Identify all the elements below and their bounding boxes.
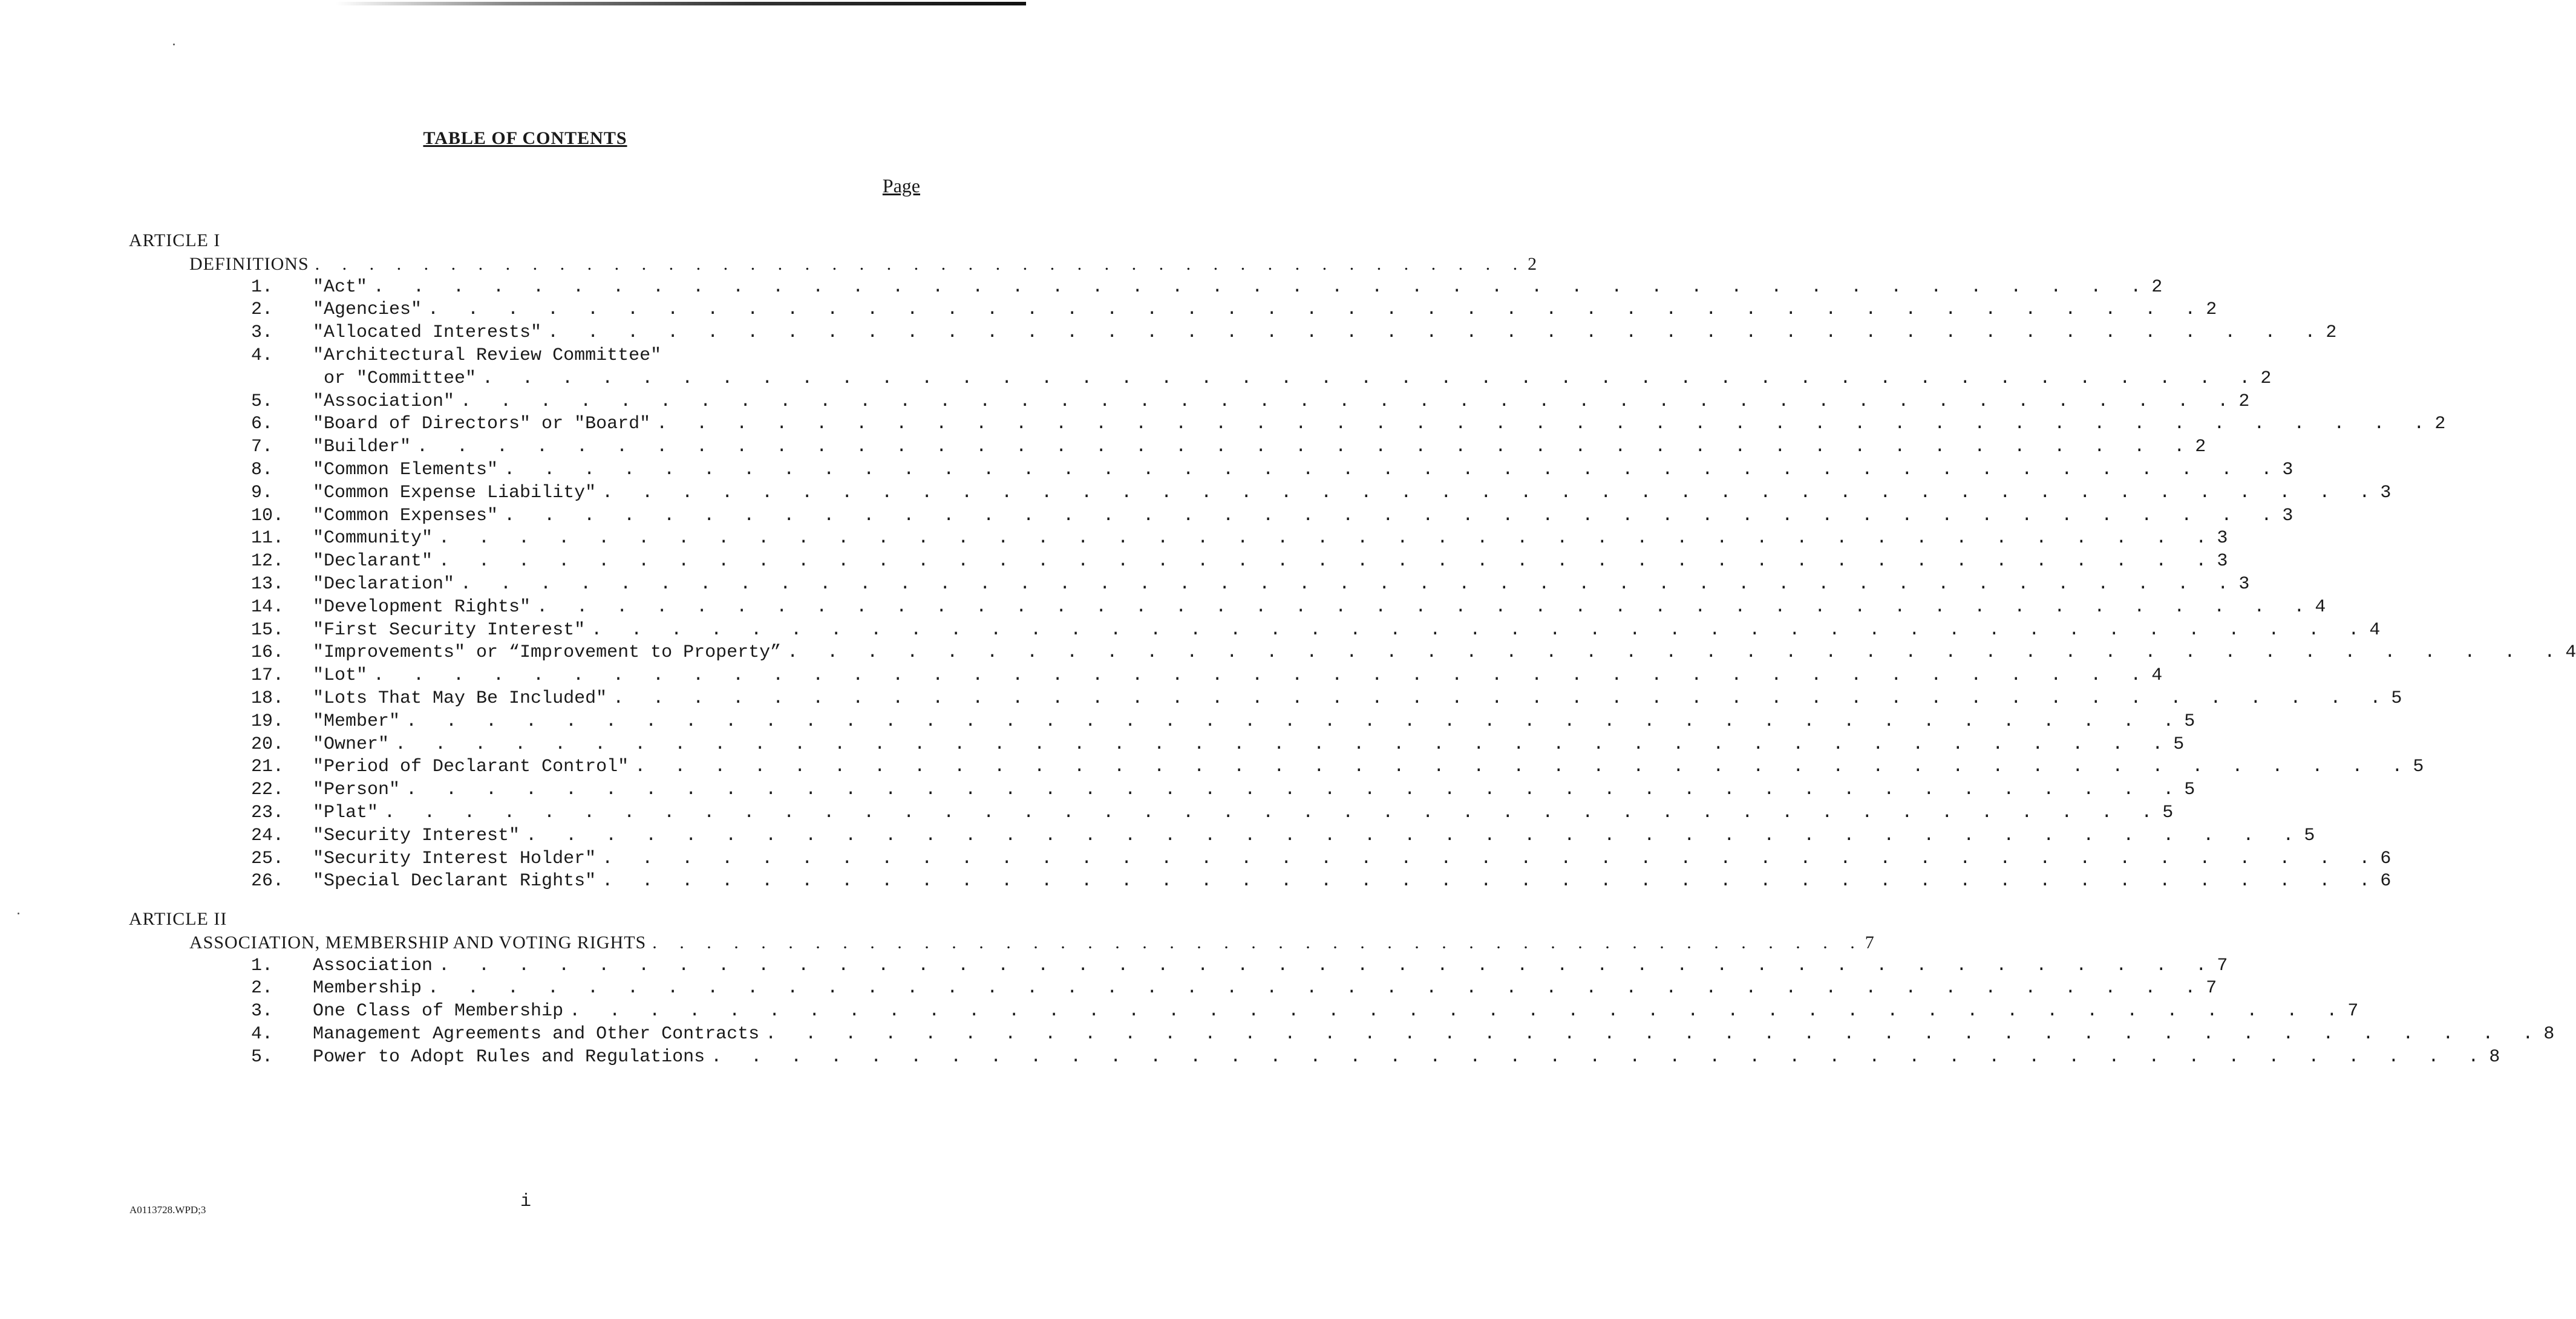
toc-item-page: 4	[2565, 642, 2576, 663]
scan-edge-line	[336, 2, 1026, 5]
toc-item-number: 5.	[251, 391, 273, 412]
toc-item	[313, 550, 2228, 573]
toc-item	[313, 596, 2326, 619]
toc-item-number: 20.	[251, 734, 284, 755]
dot-leader: . . . . . . . . . . . . . . . . . . . . . . . . . . . . . . . . . . . . . . . . . . . . .	[613, 688, 2390, 709]
toc-item-number: 1.	[251, 955, 273, 976]
dot-leader: . . . . . . . . . . . . . . . . . . . . . . . . . . . . . . . . . . . . . . . . . . . . .	[711, 1046, 2488, 1067]
dot-leader: . . . . . . . . . . . . . . . . . . . . . . . . . . . . . . . . . . . . . . . . . . . . .	[428, 978, 2205, 999]
toc-item-page: 3	[2217, 528, 2228, 549]
toc-item-page: 4	[2369, 619, 2381, 640]
dot-leader: . . . . . . . . . . . . . . . . . . . . . . . . . . . . . . . . . . . . . . . . . . . . .	[460, 574, 2238, 594]
toc-item-text: "Association"	[313, 391, 455, 412]
toc-item	[313, 527, 2228, 550]
toc-item-text: "Common Expense Liability"	[313, 482, 597, 503]
toc-item-number: 5.	[251, 1046, 273, 1067]
toc-item-page: 7	[2217, 955, 2228, 976]
toc-item-page: 7	[2347, 1001, 2359, 1022]
toc-item-text: "Lot"	[313, 665, 368, 686]
dot-leader: . . . . . . . . . . . . . . . . . . . . . . . . . . . . . . . . . . . . . . . . . . . . .	[652, 932, 1864, 953]
toc-item-number: 21.	[251, 757, 284, 778]
toc-item-text: "Lots That May Be Included"	[313, 688, 607, 709]
toc-item-page: 3	[2282, 460, 2293, 480]
toc-item	[313, 664, 2163, 687]
dot-leader: . . . . . . . . . . . . . . . . . . . . . . . . . . . . . . . . . . . . . . . . . . . . .	[526, 825, 2303, 846]
toc-item-text: One Class of Membership	[313, 1001, 564, 1022]
toc-item-page: 2	[2238, 391, 2250, 412]
toc-item-number: 4.	[251, 345, 273, 366]
toc-item-page: 8	[2543, 1024, 2555, 1044]
toc-item-number: 4.	[251, 1024, 273, 1044]
scan-speck	[18, 913, 19, 914]
article-title-page: 7	[1865, 932, 1875, 953]
dot-leader: . . . . . . . . . . . . . . . . . . . . . . . . . . . . . . . . . . . . . . . . . . . . .	[656, 414, 2434, 435]
dot-leader: . . . . . . . . . . . . . . . . . . . . . . . . . . . . . . . . . . . . . . . . . . . . .	[787, 642, 2565, 663]
toc-item-number: 1.	[251, 276, 273, 298]
toc-item-continued-page: 2	[2260, 368, 2272, 389]
dot-leader: . . . . . . . . . . . . . . . . . . . . . . . . . . . . . . . . . . . . . . . . . . . . .	[548, 322, 2325, 344]
dot-leader: . . . . . . . . . . . . . . . . . . . . . . . . . . . . . . . . . . . . . . . . . . . . .	[439, 955, 2216, 976]
dot-leader: . . . . . . . . . . . . . . . . . . . . . . . . . . . . . . . . . . . . . . . . . . . . .	[765, 1024, 2543, 1044]
toc-item	[313, 778, 2195, 801]
dot-leader: . . . . . . . . . . . . . . . . . . . . . . . . . . . . . . . . . . . . . . . . . . . . .	[428, 299, 2205, 321]
toc-item	[313, 1000, 2359, 1023]
toc-item-text: "Builder"	[313, 437, 411, 458]
toc-item-number: 6.	[251, 414, 273, 435]
dot-leader: . . . . . . . . . . . . . . . . . . . . . . . . . . . . . . . . . . . . . . . . . . . . .	[602, 871, 2379, 892]
toc-title: TABLE OF CONTENTS	[423, 128, 627, 148]
dot-leader: . . . . . . . . . . . . . . . . . . . . . . . . . . . . . . . . . . . . . . . . . . . . .	[591, 619, 2368, 640]
toc-item-text: Membership	[313, 978, 422, 999]
toc-item-page: 6	[2380, 871, 2391, 892]
toc-item	[313, 321, 2337, 344]
page-column-label: Page	[882, 175, 920, 197]
toc-item-text: "First Security Interest"	[313, 619, 586, 640]
toc-item-number: 12.	[251, 551, 284, 572]
toc-item-text: "Member"	[313, 711, 400, 732]
dot-leader: . . . . . . . . . . . . . . . . . . . . . . . . . . . . . . . . . . . . . . . . . . . . .	[602, 482, 2379, 503]
toc-item-number: 17.	[251, 665, 284, 686]
toc-item-number: 19.	[251, 711, 284, 732]
toc-item	[313, 298, 2217, 321]
toc-item-continued-text: or "Committee"	[324, 368, 477, 389]
toc-item-number: 3.	[251, 1001, 273, 1022]
dot-leader: . . . . . . . . . . . . . . . . . . . . . . . . . . . . . . . . . . . . . . . . . . . . .	[373, 276, 2151, 298]
toc-item-number: 26.	[251, 871, 284, 892]
toc-item-text: Management Agreements and Other Contracts	[313, 1024, 760, 1044]
toc-item-continued	[324, 367, 2272, 390]
toc-item-text: "Period of Declarant Control"	[313, 757, 629, 778]
dot-leader: . . . . . . . . . . . . . . . . . . . . . . . . . . . . . . . . . . . . . . . . . . . . .	[635, 757, 2412, 778]
toc-item-page: 2	[2151, 276, 2163, 298]
toc-item-text: "Special Declarant Rights"	[313, 871, 597, 892]
toc-item	[313, 870, 2391, 893]
toc-item	[313, 1046, 2500, 1069]
toc-item	[313, 733, 2185, 756]
article-label: ARTICLE II	[129, 909, 227, 929]
toc-item-text: "Security Interest Holder"	[313, 848, 597, 869]
toc-item-number: 3.	[251, 322, 273, 344]
toc-item-page: 2	[2434, 414, 2446, 435]
toc-item-page: 6	[2380, 848, 2391, 869]
toc-item	[313, 435, 2206, 458]
toc-item-page: 4	[2315, 596, 2326, 617]
dot-leader: . . . . . . . . . . . . . . . . . . . . . . . . . . . . . . . . . . . . . . . . . . . . .	[569, 1001, 2347, 1022]
toc-item-page: 3	[2238, 574, 2250, 594]
toc-item-text: "Common Expenses"	[313, 505, 499, 526]
toc-item-number: 15.	[251, 619, 284, 640]
toc-item-page: 5	[2173, 734, 2185, 755]
toc-item	[313, 458, 2293, 481]
toc-item	[313, 801, 2174, 824]
dot-leader: . . . . . . . . . . . . . . . . . . . . . . . . . . . . . . . . . . . . . . . . . . . . .	[439, 528, 2216, 549]
scan-speck	[173, 44, 175, 45]
article-title-page: 2	[1528, 253, 1538, 274]
article-title	[189, 931, 1875, 954]
toc-item-page: 8	[2489, 1046, 2500, 1067]
dot-leader: . . . . . . . . . . . . . . . . . . . . . . . . . . . . . . . . . . . . . . . . . . . . .	[417, 437, 2194, 458]
toc-item-number: 2.	[251, 978, 273, 999]
toc-item-text: "Architectural Review Committee"	[313, 345, 662, 366]
toc-item-text: "Declarant"	[313, 551, 433, 572]
dot-leader: . . . . . . . . . . . . . . . . . . . . . . . . . . . . . . . . . . . . . . . . . . . . .	[406, 780, 2183, 801]
toc-item-text: "Community"	[313, 528, 433, 549]
toc-item-number: 18.	[251, 688, 284, 709]
toc-item-number: 14.	[251, 596, 284, 617]
toc-item-text: Power to Adopt Rules and Regulations	[313, 1046, 705, 1067]
toc-item	[313, 1023, 2555, 1046]
toc-item-page: 5	[2162, 803, 2174, 823]
dot-leader: . . . . . . . . . . . . . . . . . . . . . . . . . . . . . . . . . . . . . . . . . . . . .	[315, 253, 1527, 274]
dot-leader: . . . . . . . . . . . . . . . . . . . . . . . . . . . . . . . . . . . . . . . . . . . . .	[384, 803, 2162, 823]
footer-page-number: i	[520, 1191, 532, 1212]
toc-item-text: "Allocated Interests"	[313, 322, 542, 344]
toc-item-number: 2.	[251, 299, 273, 321]
toc-item-number: 11.	[251, 528, 284, 549]
toc-item-number: 9.	[251, 482, 273, 503]
toc-item-text: "Common Elements"	[313, 460, 499, 480]
toc-item	[313, 504, 2293, 527]
toc-item-number: 8.	[251, 460, 273, 480]
article-title-text: ASSOCIATION, MEMBERSHIP AND VOTING RIGHTS	[189, 932, 647, 953]
toc-item	[313, 847, 2391, 870]
toc-item-text: "Board of Directors" or "Board"	[313, 414, 651, 435]
toc-item	[313, 977, 2217, 1000]
dot-leader: . . . . . . . . . . . . . . . . . . . . . . . . . . . . . . . . . . . . . . . . . . . . .	[460, 391, 2238, 412]
toc-item-page: 3	[2282, 505, 2293, 526]
toc-item-number: 25.	[251, 848, 284, 869]
toc-item	[313, 954, 2228, 977]
dot-leader: . . . . . . . . . . . . . . . . . . . . . . . . . . . . . . . . . . . . . . . . . . . . .	[602, 848, 2379, 869]
toc-item-text: "Plat"	[313, 803, 379, 823]
toc-item-text: "Agencies"	[313, 299, 422, 321]
toc-item	[313, 276, 2163, 299]
dot-leader: . . . . . . . . . . . . . . . . . . . . . . . . . . . . . . . . . . . . . . . . . . . . .	[504, 505, 2281, 526]
toc-item-text: "Security Interest"	[313, 825, 520, 846]
toc-item-number: 7.	[251, 437, 273, 458]
toc-item	[313, 481, 2391, 504]
toc-item-page: 3	[2380, 482, 2391, 503]
dot-leader: . . . . . . . . . . . . . . . . . . . . . . . . . . . . . . . . . . . . . . . . . . . . .	[406, 711, 2183, 732]
toc-item-text: "Development Rights"	[313, 596, 531, 617]
toc-item-page: 5	[2413, 757, 2424, 778]
toc-item-text: "Person"	[313, 780, 400, 801]
dot-leader: . . . . . . . . . . . . . . . . . . . . . . . . . . . . . . . . . . . . . . . . . . . . .	[395, 734, 2172, 755]
toc-item-text: "Declaration"	[313, 574, 455, 594]
toc-item-text: "Improvements" or “Improvement to Property”	[313, 642, 782, 663]
toc-item	[313, 755, 2424, 778]
toc-item	[313, 412, 2446, 435]
toc-item	[313, 710, 2195, 733]
dot-leader: . . . . . . . . . . . . . . . . . . . . . . . . . . . . . . . . . . . . . . . . . . . . .	[537, 596, 2314, 617]
toc-item	[313, 390, 2250, 413]
toc-item	[313, 824, 2315, 847]
toc-item-number: 24.	[251, 825, 284, 846]
article-title-text: DEFINITIONS	[189, 253, 309, 274]
toc-item-page: 7	[2206, 978, 2217, 999]
toc-item	[313, 573, 2250, 596]
toc-item-page: 5	[2184, 711, 2195, 732]
toc-item	[313, 344, 921, 367]
toc-item-page: 2	[2195, 437, 2206, 458]
toc-item-page: 5	[2391, 688, 2402, 709]
article-title	[189, 253, 1538, 276]
toc-item-number: 23.	[251, 803, 284, 823]
toc-item	[313, 687, 2402, 710]
dot-leader: . . . . . . . . . . . . . . . . . . . . . . . . . . . . . . . . . . . . . . . . . . . . .	[439, 551, 2216, 572]
toc-item-page: 4	[2151, 665, 2163, 686]
toc-item-page: 5	[2304, 825, 2315, 846]
toc-item	[313, 641, 2576, 664]
toc-item-page: 2	[2326, 322, 2337, 344]
toc-item	[313, 619, 2381, 642]
toc-item-page: 2	[2206, 299, 2217, 321]
toc-item-number: 22.	[251, 780, 284, 801]
dot-leader: . . . . . . . . . . . . . . . . . . . . . . . . . . . . . . . . . . . . . . . . . . . . .	[373, 665, 2151, 686]
dot-leader: . . . . . . . . . . . . . . . . . . . . . . . . . . . . . . . . . . . . . . . . . . . . .	[482, 368, 2260, 389]
toc-item-page: 5	[2184, 780, 2195, 801]
toc-item-number: 10.	[251, 505, 284, 526]
toc-item-text: Association	[313, 955, 433, 976]
document-code: A0113728.WPD;3	[129, 1204, 206, 1216]
toc-item-page: 3	[2217, 551, 2228, 572]
toc-item-text: "Act"	[313, 276, 368, 298]
toc-item-text: "Owner"	[313, 734, 390, 755]
toc-item-number: 16.	[251, 642, 284, 663]
toc-item-number: 13.	[251, 574, 284, 594]
dot-leader: . . . . . . . . . . . . . . . . . . . . . . . . . . . . . . . . . . . . . . . . . . . . .	[504, 460, 2281, 480]
article-label: ARTICLE I	[129, 230, 221, 250]
